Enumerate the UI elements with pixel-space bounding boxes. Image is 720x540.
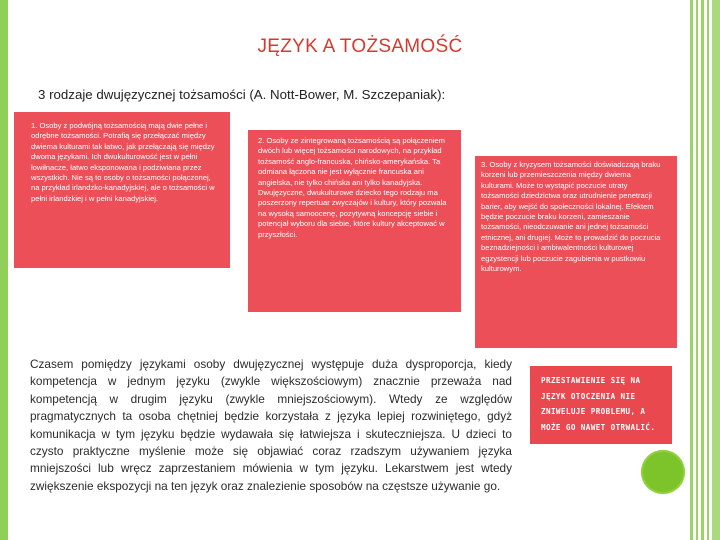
identity-type-3-box (475, 156, 677, 348)
left-accent-border (0, 0, 8, 540)
stripe-4 (707, 0, 709, 540)
stripe-2 (696, 0, 698, 540)
stripe-5 (712, 0, 720, 540)
identity-type-3-text: 3. Osoby z kryzysem tożsamości doświadczają braku korzeni lub przemieszczenia między dwiema kulturami. Może to wystąpić poczucie utraty tożsamości dziedzictwa oraz utrudnienie penetracji barier, aby wejść do społeczności lokalnej. Efektem będzie poczucie braku korzeni, zamieszanie tożsamości, nieodczuwanie ani jednej tożsamości etnicznej, ani drugiej. Może to prowadzić do poczucia beznadziejności i ambiwalentności kulturowej egzystencji lub poczucie zagubienia w pustkowiu kulturowym. (481, 160, 661, 274)
identity-type-1-box (14, 112, 230, 268)
stripe-3 (701, 0, 704, 540)
identity-type-2-box (248, 130, 461, 312)
identity-type-1-text: 1. Osoby z podwójną tożsamością mają dwie pełne i odrębne tożsamości. Potrafią się przełączać między dwiema kulturami tak łatwo, jak przełączają się między dwoma językami. Ich dwukulturowość jest w pełni łowiłnacze, łatwo eksponowana i podziwiana przez wszystkich. Nie są to osoby o tożsamości połączonej, na przykład irlandzko-kanadyjskiej, ale o tożsamości w pełni irlandzkiej i w pełni kanadyjskiej. (31, 121, 215, 203)
slide-title: JĘZYK A TOŻSAMOŚĆ (257, 36, 463, 57)
identity-type-2-text: 2. Osoby ze zintegrowaną tożsamością są połączeniem dwóch lub więcej tożsamości narodowych, na przykład tożsamość anglo-francuska, chińsko-amerykańska. Ta odmiana łączona nie jest wyłącznie francuska ani angielska, nie tylko chińska ani tylko kanadyjska. Dwujęzyczne, dwukulturowe dziecko tego rodzaju ma poszerzony repertuar zwyczajów i kultury, który pozwala na wysoką samoocenę, pozytywną koncepcję siebie i potencjał wyboru dla siebie, które kultury akceptować w przyszłości. (258, 136, 447, 239)
body-paragraph: Czasem pomiędzy językami osoby dwujęzycznej występuje duża dysproporcja, kiedy kompetencja w jednym języku (zwykle większościowym) znacznie przeważa nad kompetencją w drugim języku (zwykle mniejszościowym). Wtedy ze względów pragmatycznych ta osoba chętniej będzie korzystała z języka lepiej rozwiniętego, gdyż komunikacja w tym języku będzie wydawała się łatwiejsza i skuteczniejsza. U dzieci to czysto praktyczne myślenie może się objawiać coraz rzadszym używaniem języka mniejszości lub wręcz zaprzestaniem mówienia w tym języku. Lekarstwem jest wtedy zwiększenie ekspozycji na ten język oraz znalezienie sposobów na częstsze używanie go. (30, 357, 512, 493)
slide-subtitle: 3 rodzaje dwujęzycznej tożsamości (A. Nott-Bower, M. Szczepaniak): (38, 87, 446, 102)
stripe-1 (690, 0, 693, 540)
highlight-note-text: PRZESTAWIENIE SIĘ NA JĘZYK OTOCZENIA NIE ZNIWELUJE PROBLEMU, A MOŻE GO NAWET OTRWALIĆ. (541, 376, 656, 432)
green-circle-decoration (641, 450, 685, 494)
right-stripe-decoration (690, 0, 720, 540)
highlight-note-box (530, 366, 672, 444)
